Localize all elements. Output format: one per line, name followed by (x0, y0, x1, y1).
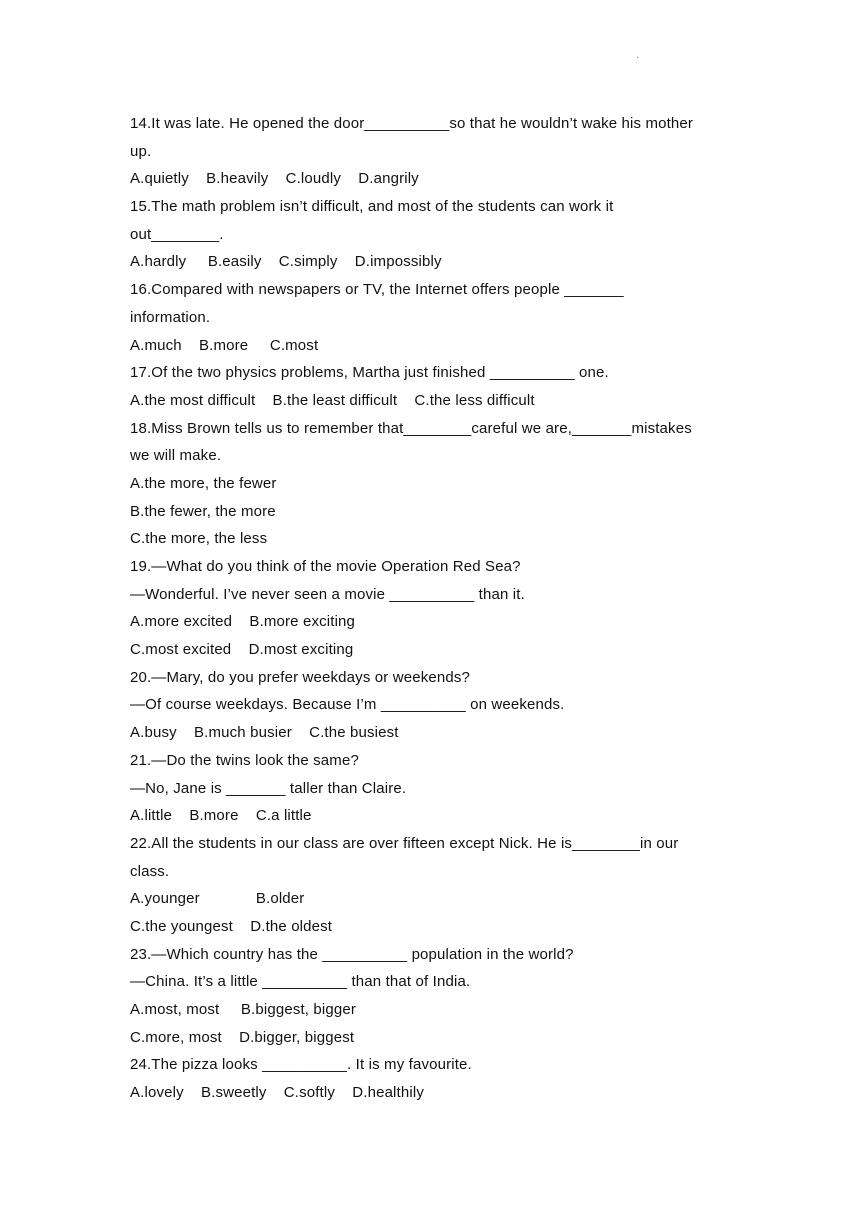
q23-reply: —China. It’s a little __________ than that of India. (130, 973, 471, 991)
q20-reply: —Of course weekdays. Because I’m __________ on weekends. (130, 696, 565, 714)
q20-stem: 20.—Mary, do you prefer weekdays or weekends? (130, 668, 470, 686)
q16-stem-cont: information. (130, 308, 211, 326)
q19-reply: —Wonderful. I’ve never seen a movie __________ than it. (130, 585, 525, 603)
q18-option-a: A.the more, the fewer (130, 474, 277, 492)
q15-stem: 15.The math problem isn’t difficult, and most of the students can work it (130, 198, 614, 216)
q21-options: A.little B.more C.a little (130, 807, 312, 825)
q18-option-c: C.the more, the less (130, 530, 268, 548)
q18-option-b: B.the fewer, the more (130, 502, 276, 520)
q23-options-cd: C.more, most D.bigger, biggest (130, 1028, 355, 1046)
q24-options: A.lovely B.sweetly C.softly D.healthily (130, 1084, 424, 1102)
q17-stem: 17.Of the two physics problems, Martha just finished __________ one. (130, 364, 609, 382)
q19-stem: 19.—What do you think of the movie Operation Red Sea? (130, 558, 521, 575)
q21-reply: —No, Jane is _______ taller than Claire. (130, 779, 407, 797)
q23-stem: 23.—Which country has the __________ population in the world? (130, 945, 574, 963)
q22-options-ab: A.younger B.older (130, 890, 305, 908)
q16-stem: 16.Compared with newspapers or TV, the Internet offers people _______ (130, 281, 624, 299)
q19-options-cd: C.most excited D.most exciting (130, 641, 354, 659)
q15-stem-cont: out________. (130, 225, 224, 243)
q22-options-cd: C.the youngest D.the oldest (130, 917, 333, 935)
q16-options: A.much B.more C.most (130, 336, 319, 354)
q18-stem-cont: we will make. (130, 447, 222, 465)
q14-stem: 14.It was late. He opened the door__________so that he wouldn’t wake his mother (130, 115, 694, 132)
q21-stem: 21.—Do the twins look the same? (130, 751, 359, 769)
q15-options: A.hardly B.easily C.simply D.impossibly (130, 253, 442, 271)
q22-stem-cont: class. (130, 862, 170, 880)
q18-stem: 18.Miss Brown tells us to remember that________careful we are,_______mistakes (130, 419, 692, 437)
q14-stem-cont: up. (130, 142, 152, 160)
q20-options: A.busy B.much busier C.the busiest (130, 724, 399, 742)
header-mark: · (636, 52, 640, 63)
q24-stem: 24.The pizza looks __________. It is my favourite. (130, 1056, 472, 1074)
q17-options: A.the most difficult B.the least difficult C.the less difficult (130, 391, 535, 409)
question-document (130, 110, 740, 1107)
q22-stem: 22.All the students in our class are over fifteen except Nick. He is________in our (130, 834, 679, 852)
q14-options: A.quietly B.heavily C.loudly D.angrily (130, 170, 419, 188)
q23-options-ab: A.most, most B.biggest, bigger (130, 1001, 357, 1018)
q19-options-ab: A.more excited B.more exciting (130, 613, 356, 631)
